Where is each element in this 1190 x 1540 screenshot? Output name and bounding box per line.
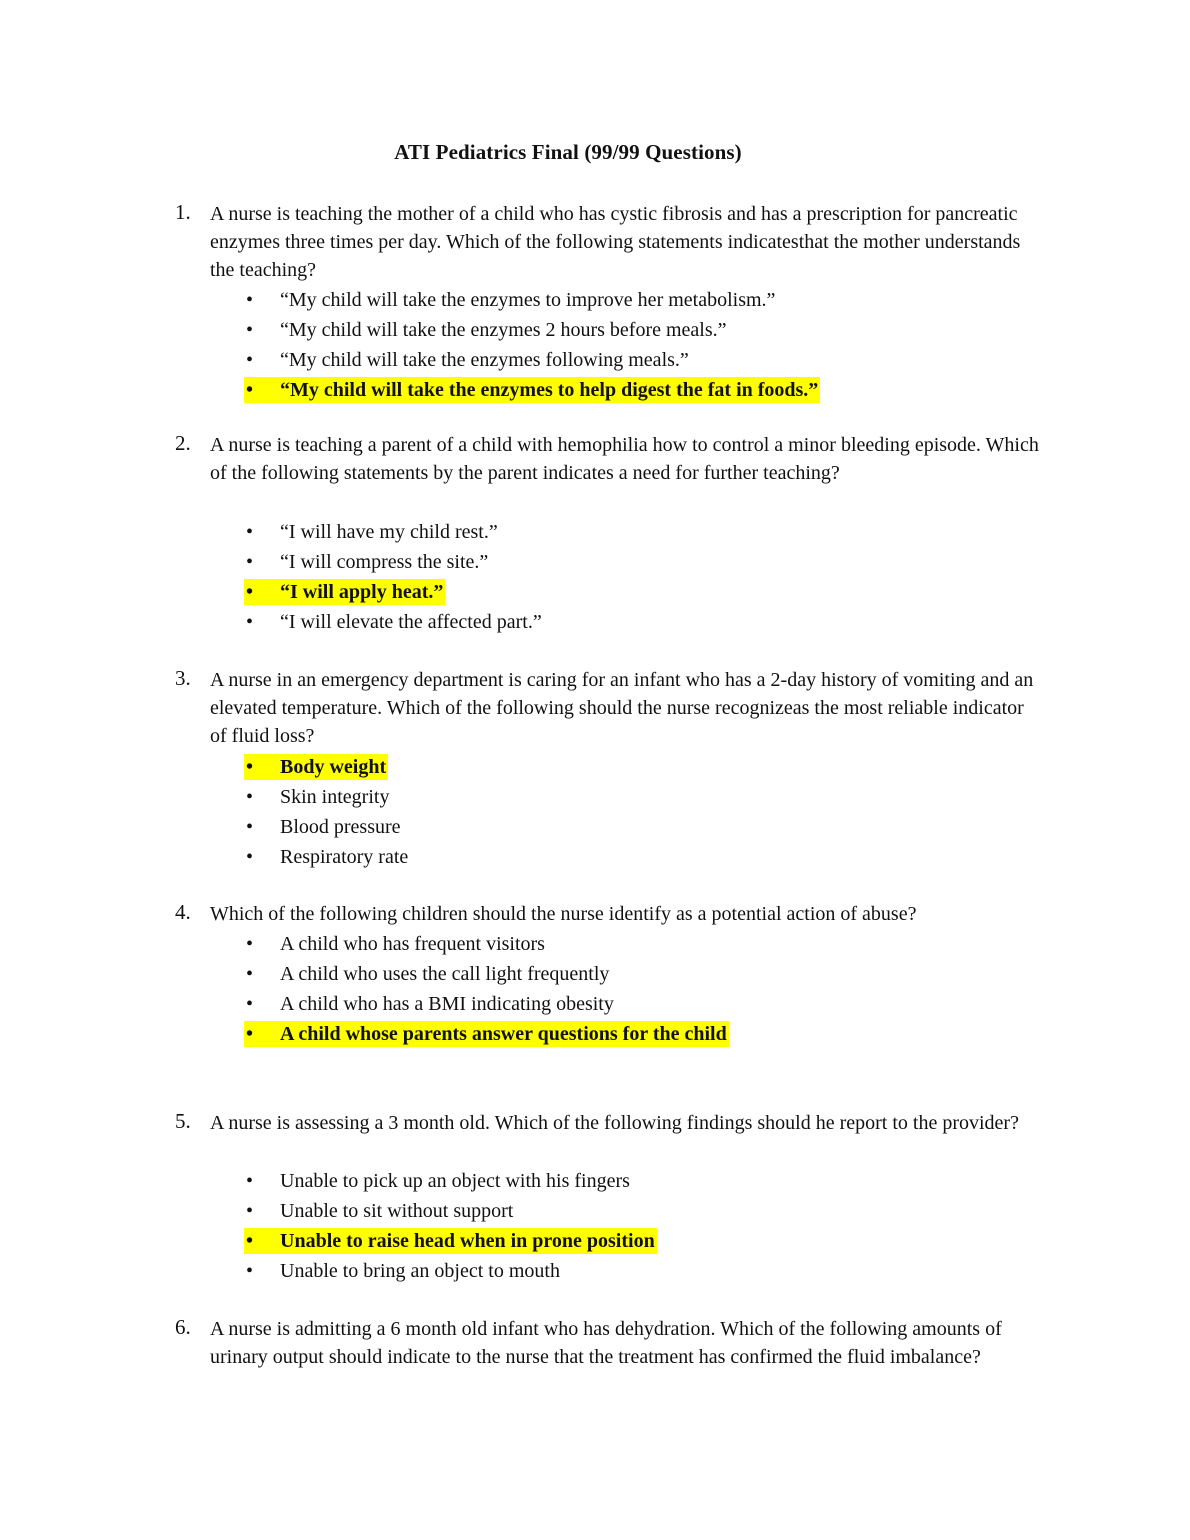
bullet-icon: • <box>246 963 254 985</box>
option-text: “I will elevate the affected part.” <box>280 611 542 633</box>
bullet-icon: • <box>246 521 254 543</box>
option-text: “I will compress the site.” <box>280 551 489 573</box>
bullet-icon: • <box>246 551 254 573</box>
option-text: A child whose parents answer questions for the child <box>280 1023 727 1045</box>
option-text: Respiratory rate <box>280 846 409 868</box>
question-text: A nurse is teaching a parent of a child with hemophilia how to control a minor bleeding episode. Which of the following statements by the parent indicates a need for further teaching? <box>210 434 1039 485</box>
bullet-icon: • <box>246 846 254 868</box>
bullet-icon: • <box>246 1230 254 1252</box>
option-text: A child who has frequent visitors <box>280 933 545 955</box>
option-text: A child who uses the call light frequently <box>280 963 610 985</box>
question-text: Which of the following children should the nurse identify as a potential action of abuse? <box>210 903 917 925</box>
option-text: “My child will take the enzymes to improve her metabolism.” <box>280 289 776 311</box>
bullet-icon: • <box>246 933 254 955</box>
option-text: “I will apply heat.” <box>280 581 444 603</box>
bullet-icon: • <box>246 319 254 341</box>
bullet-icon: • <box>246 379 254 401</box>
bullet-icon: • <box>246 993 254 1015</box>
bullet-icon: • <box>246 349 254 371</box>
question-number: 2. <box>175 431 191 455</box>
option-text: Blood pressure <box>280 816 401 838</box>
option-text: “My child will take the enzymes to help digest the fat in foods.” <box>280 379 819 401</box>
question-text: A nurse is teaching the mother of a child who has cystic fibrosis and has a prescription for pancreatic enzymes three times per day. Which of the following statements indicatesthat the mother understands the teaching? <box>210 203 1021 282</box>
option-text: Unable to raise head when in prone position <box>280 1230 655 1252</box>
bullet-icon: • <box>246 816 254 838</box>
option-text: Skin integrity <box>280 786 390 808</box>
question-number: 1. <box>175 200 191 224</box>
question-number: 6. <box>175 1315 191 1339</box>
bullet-icon: • <box>246 1170 254 1192</box>
option-text: “I will have my child rest.” <box>280 521 498 543</box>
question-text: A nurse is admitting a 6 month old infant who has dehydration. Which of the following amounts of urinary output should indicate to the nurse that the treatment has confirmed the fluid imbalance? <box>210 1318 1002 1369</box>
option-text: A child who has a BMI indicating obesity <box>280 993 614 1015</box>
bullet-icon: • <box>246 756 254 778</box>
question-number: 4. <box>175 900 191 924</box>
question-text: A nurse in an emergency department is caring for an infant who has a 2-day history of vomiting and an elevated temperature. Which of the following should the nurse recognizeas the most reliable indicator of fluid loss? <box>210 669 1034 748</box>
document-title: ATI Pediatrics Final (99/99 Questions) <box>394 140 742 164</box>
option-text: Unable to bring an object to mouth <box>280 1260 560 1282</box>
bullet-icon: • <box>246 611 254 633</box>
question-number: 3. <box>175 666 191 690</box>
bullet-icon: • <box>246 289 254 311</box>
question-text: A nurse is assessing a 3 month old. Which of the following findings should he report to the provider? <box>210 1112 1019 1134</box>
option-text: “My child will take the enzymes 2 hours before meals.” <box>280 319 727 341</box>
option-text: Unable to pick up an object with his fingers <box>280 1170 630 1192</box>
option-text: Unable to sit without support <box>280 1200 514 1222</box>
option-text: “My child will take the enzymes following meals.” <box>280 349 689 371</box>
option-text: Body weight <box>280 756 387 778</box>
bullet-icon: • <box>246 1023 254 1045</box>
bullet-icon: • <box>246 786 254 808</box>
bullet-icon: • <box>246 581 254 603</box>
question-number: 5. <box>175 1109 191 1133</box>
bullet-icon: • <box>246 1260 254 1282</box>
bullet-icon: • <box>246 1200 254 1222</box>
